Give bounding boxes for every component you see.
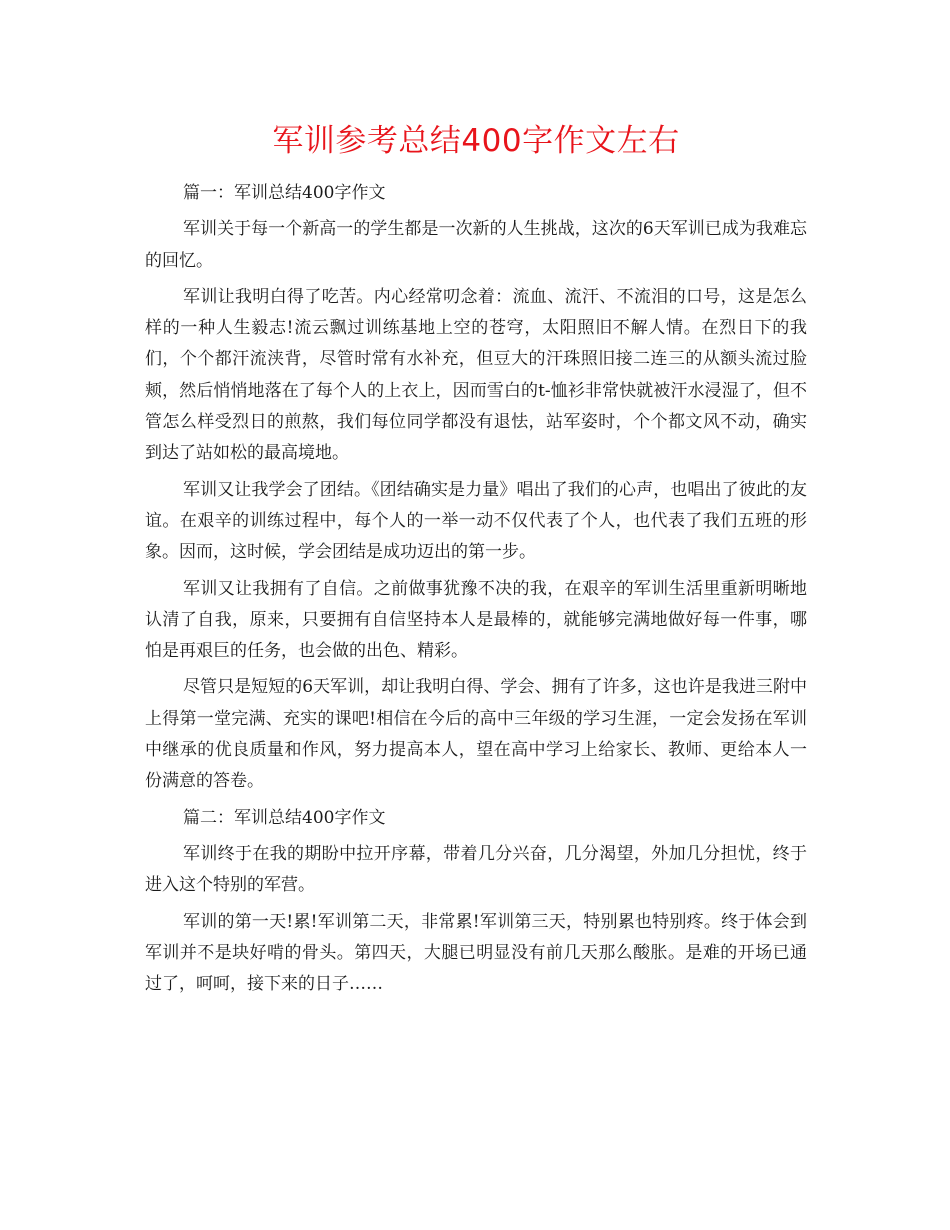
- body-paragraph: 军训的第一天!累!军训第二天，非常累!军训第三天，特别累也特别疼。终于体会到军训并不是块好啃的骨头。第四天，大腿已明显没有前几天那么酸胀。是难的开场已通过了，呵呵，接下来的日子……: [145, 911, 807, 995]
- document-title: 军训参考总结400字作文左右: [272, 123, 680, 159]
- body-paragraph: 军训终于在我的期盼中拉开序幕，带着几分兴奋，几分渴望，外加几分担忧，终于进入这个特别的军营。: [145, 843, 807, 896]
- document-page: [145, 118, 807, 1005]
- body-paragraph: 军训让我明白得了吃苦。内心经常叨念着：流血、流汗、不流泪的口号，这是怎么样的一种人生毅志!流云飘过训练基地上空的苍穹，太阳照旧不解人情。在烈日下的我们，个个都汗流浃背，尽管时常有水补充，但豆大的汗珠照旧接二连三的从额头流过脸颊，然后悄悄地落在了每个人的上衣上，因而雪白的t-恤衫非常快就被汗水浸湿了，但不管怎么样受烈日的煎熬，我们每位同学都没有退怯，站军姿时，个个都文风不动，确实到达了站如松的最高境地。: [145, 286, 807, 464]
- body-paragraph: 军训又让我拥有了自信。之前做事犹豫不决的我，在艰辛的军训生活里重新明晰地认清了自我，原来，只要拥有自信坚持本人是最棒的，就能够完满地做好每一件事，哪怕是再艰巨的任务，也会做的出色、精彩。: [145, 578, 807, 662]
- section-1: [145, 178, 807, 798]
- body-paragraph: 军训又让我学会了团结。《团结确实是力量》唱出了我们的心声，也唱出了彼此的友谊。在艰辛的训练过程中，每个人的一举一动不仅代表了个人，也代表了我们五班的形象。因而，这时候，学会团结是成功迈出的第一步。: [145, 479, 807, 563]
- body-paragraph: 军训关于每一个新高一的学生都是一次新的人生挑战，这次的6天军训已成为我难忘的回忆。: [145, 219, 807, 271]
- body-paragraph: 尽管只是短短的6天军训，却让我明白得、学会、拥有了许多，这也许是我进三附中上得第一堂完满、充实的课吧!相信在今后的高中三年级的学习生涯，一定会发扬在军训中继承的优良质量和作风，努力提高本人，望在高中学习上给家长、教师、更给本人一份满意的答卷。: [145, 677, 807, 792]
- section-2: [145, 803, 807, 1001]
- section-heading: 篇一：军训总结400字作文: [183, 183, 386, 203]
- section-heading: 篇二：军训总结400字作文: [183, 807, 386, 828]
